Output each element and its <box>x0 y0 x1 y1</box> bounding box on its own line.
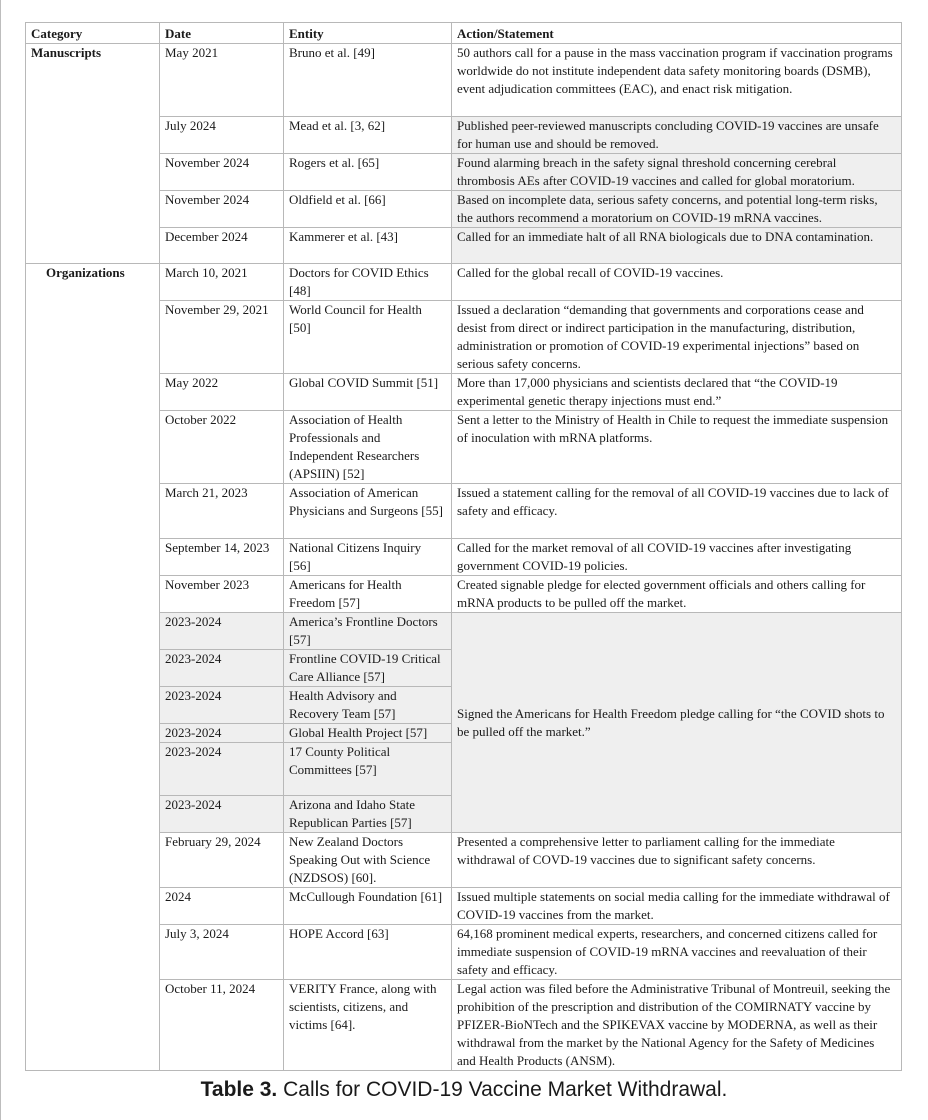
action-cell: Published peer-reviewed manuscripts concluding COVID-19 vaccines are unsafe for human use and should be removed. <box>452 117 902 154</box>
entity-cell: America’s Frontline Doctors [57] <box>284 613 452 650</box>
date-cell: 2023-2024 <box>160 743 284 796</box>
date-cell: 2023-2024 <box>160 724 284 743</box>
date-cell: October 2022 <box>160 411 284 484</box>
page-edge-line <box>0 0 1 1120</box>
date-cell: 2023-2024 <box>160 796 284 833</box>
date-cell: November 29, 2021 <box>160 301 284 374</box>
caption-label: Table 3. <box>200 1078 278 1101</box>
entity-cell: Kammerer et al. [43] <box>284 228 452 264</box>
date-cell: December 2024 <box>160 228 284 264</box>
entity-cell: Global Health Project [57] <box>284 724 452 743</box>
table-row <box>26 44 902 117</box>
entity-cell: HOPE Accord [63] <box>284 925 452 980</box>
entity-cell: Health Advisory and Recovery Team [57] <box>284 687 452 724</box>
action-cell: 50 authors call for a pause in the mass vaccination program if vaccination programs worldwide do not institute independent data safety monitoring boards (DSMB), event adjudication committees (EAC), and enact risk mitigation. <box>452 44 902 117</box>
entity-cell: Bruno et al. [49] <box>284 44 452 117</box>
action-cell: Called for the global recall of COVID-19 vaccines. <box>452 264 902 301</box>
entity-cell: McCullough Foundation [61] <box>284 888 452 925</box>
table-caption <box>0 1078 928 1102</box>
entity-cell: Association of Health Professionals and Independent Researchers (APSIIN) [52] <box>284 411 452 484</box>
date-cell: 2023-2024 <box>160 650 284 687</box>
entity-cell: Frontline COVID-19 Critical Care Alliance [57] <box>284 650 452 687</box>
caption-text: Calls for COVID-19 Vaccine Market Withdrawal. <box>283 1078 728 1101</box>
date-cell: May 2021 <box>160 44 284 117</box>
action-cell: Issued a declaration “demanding that governments and corporations cease and desist from direct or indirect participation in the manufacturing, distribution, administration or promotion of COVID-19 experimental injections” based on serious safety concerns. <box>452 301 902 374</box>
action-cell: Called for an immediate halt of all RNA biologicals due to DNA contamination. <box>452 228 902 264</box>
header-row <box>26 23 902 44</box>
action-cell: Presented a comprehensive letter to parliament calling for the immediate withdrawal of COVD-19 vaccines due to significant safety concerns. <box>452 833 902 888</box>
action-cell: More than 17,000 physicians and scientists declared that “the COVID-19 experimental genetic therapy injections must end.” <box>452 374 902 411</box>
entity-cell: Rogers et al. [65] <box>284 154 452 191</box>
entity-cell: Oldfield et al. [66] <box>284 191 452 228</box>
header-date: Date <box>160 23 284 44</box>
entity-cell: Mead et al. [3, 62] <box>284 117 452 154</box>
date-cell: November 2024 <box>160 154 284 191</box>
entity-cell: World Council for Health [50] <box>284 301 452 374</box>
action-cell: Created signable pledge for elected government officials and others calling for mRNA products to be pulled off the market. <box>452 576 902 613</box>
action-cell: Legal action was filed before the Administrative Tribunal of Montreuil, seeking the prohibition of the prescription and distribution of the COMIRNATY vaccine by PFIZER-BioNTech and the SPIKEVAX vaccine by MODERNA, as well as their withdrawal from the market by the National Agency for the Safety of Medicines and Health Products (ANSM). <box>452 980 902 1071</box>
date-cell: 2023-2024 <box>160 613 284 650</box>
action-cell: Called for the market removal of all COVID-19 vaccines after investigating government COVID-19 policies. <box>452 539 902 576</box>
date-cell: July 2024 <box>160 117 284 154</box>
action-cell: Issued a statement calling for the removal of all COVID-19 vaccines due to lack of safety and efficacy. <box>452 484 902 539</box>
date-cell: 2023-2024 <box>160 687 284 724</box>
date-cell: November 2024 <box>160 191 284 228</box>
entity-cell: VERITY France, along with scientists, citizens, and victims [64]. <box>284 980 452 1071</box>
entity-cell: Doctors for COVID Ethics [48] <box>284 264 452 301</box>
header-action: Action/Statement <box>452 23 902 44</box>
category-organizations: Organizations <box>26 264 160 1071</box>
entity-cell: Association of American Physicians and Surgeons [55] <box>284 484 452 539</box>
header-entity: Entity <box>284 23 452 44</box>
category-manuscripts: Manuscripts <box>26 44 160 264</box>
entity-cell: Global COVID Summit [51] <box>284 374 452 411</box>
action-cell: Sent a letter to the Ministry of Health in Chile to request the immediate suspension of inoculation with mRNA platforms. <box>452 411 902 484</box>
action-cell: Found alarming breach in the safety signal threshold concerning cerebral thrombosis AEs after COVID-19 vaccines and called for global moratorium. <box>452 154 902 191</box>
header-category: Category <box>26 23 160 44</box>
date-cell: 2024 <box>160 888 284 925</box>
action-cell: Issued multiple statements on social media calling for the immediate withdrawal of COVID-19 vaccines from the market. <box>452 888 902 925</box>
pledge-action-cell: Signed the Americans for Health Freedom pledge calling for “the COVID shots to be pulled off the market.” <box>452 613 902 833</box>
date-cell: March 21, 2023 <box>160 484 284 539</box>
date-cell: February 29, 2024 <box>160 833 284 888</box>
date-cell: July 3, 2024 <box>160 925 284 980</box>
date-cell: October 11, 2024 <box>160 980 284 1071</box>
action-cell: Based on incomplete data, serious safety concerns, and potential long-term risks, the authors recommend a moratorium on COVID-19 mRNA vaccines. <box>452 191 902 228</box>
action-cell: 64,168 prominent medical experts, researchers, and concerned citizens called for immediate suspension of COVID-19 mRNA vaccines and reevaluation of their safety and efficacy. <box>452 925 902 980</box>
entity-cell: 17 County Political Committees [57] <box>284 743 452 796</box>
entity-cell: National Citizens Inquiry [56] <box>284 539 452 576</box>
date-cell: May 2022 <box>160 374 284 411</box>
entity-cell: Arizona and Idaho State Republican Parties [57] <box>284 796 452 833</box>
table-row <box>26 264 902 301</box>
entity-cell: Americans for Health Freedom [57] <box>284 576 452 613</box>
date-cell: March 10, 2021 <box>160 264 284 301</box>
date-cell: September 14, 2023 <box>160 539 284 576</box>
vaccine-withdrawal-table <box>25 22 902 1071</box>
date-cell: November 2023 <box>160 576 284 613</box>
entity-cell: New Zealand Doctors Speaking Out with Science (NZDSOS) [60]. <box>284 833 452 888</box>
